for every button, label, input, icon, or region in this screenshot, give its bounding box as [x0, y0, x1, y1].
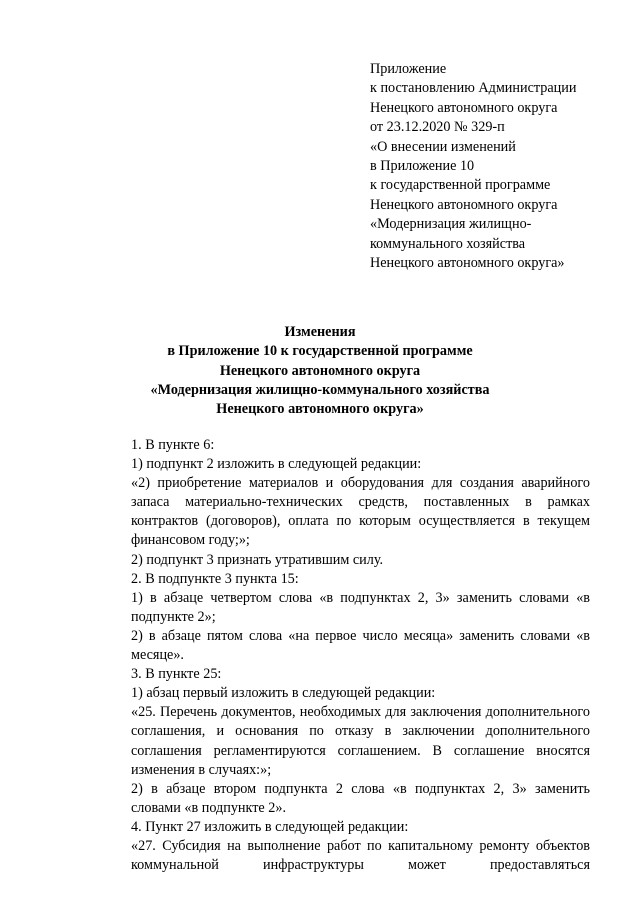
paragraph: «27. Субсидия на выполнение работ по капитальному ремонту объектов коммунальной инфраструктуры может предоставляться — [131, 837, 590, 874]
paragraph: 2) в абзаце пятом слова «на первое число месяца» заменить словами «в месяце». — [131, 627, 590, 664]
annex-line: к постановлению Администрации — [370, 80, 577, 97]
annex-line: «О внесении изменений — [370, 138, 516, 155]
paragraph: «2) приобретение материалов и оборудования для создания аварийного запаса материально-технических средств, поставленных в рамках контрактов (договоров), оплата по которым осуществляется в текущем финансовом году;»; — [131, 475, 590, 549]
annex-line: Ненецкого автономного округа — [370, 196, 558, 213]
annex-line: Ненецкого автономного округа» — [370, 255, 565, 272]
title-line: Изменения — [284, 324, 356, 340]
title-line: в Приложение 10 к государственной программе — [167, 343, 473, 360]
title-line: Ненецкого автономного округа — [219, 362, 421, 379]
paragraph: 1) абзац первый изложить в следующей редакции: — [131, 685, 436, 702]
title-line: «Модернизация жилищно-коммунального хозяйства — [150, 381, 490, 398]
paragraph: 4. Пункт 27 изложить в следующей редакции: — [131, 818, 409, 835]
annex-line: «Модернизация жилищно- — [370, 216, 532, 233]
paragraph: 1) в абзаце четвертом слова «в подпунктах 2, 3» заменить словами «в подпункте 2»; — [131, 589, 590, 625]
paragraph: «25. Перечень документов, необходимых для заключения дополнительного соглашения, и основания по отказу в заключении дополнительного соглашения регламентируются соглашением. В соглашение вносятся изменения в случаях:»; — [131, 704, 590, 778]
document-title — [40, 323, 600, 419]
paragraph: 2) в абзаце втором подпункта 2 слова «в подпунктах 2, 3» заменить словами «в подпункте 2». — [131, 780, 590, 816]
annex-line: от 23.12.2020 № 329-п — [370, 119, 505, 136]
annex-line: Приложение — [370, 61, 447, 77]
title-line: Ненецкого автономного округа» — [216, 401, 424, 418]
annex-header — [370, 60, 630, 273]
paragraph: 1) подпункт 2 изложить в следующей редакции: — [131, 456, 422, 473]
annex-line: к государственной программе — [370, 177, 551, 194]
paragraph: 2. В подпункте 3 пункта 15: — [131, 570, 299, 587]
annex-line: Ненецкого автономного округа — [370, 99, 558, 116]
paragraph: 3. В пункте 25: — [131, 666, 222, 683]
paragraph: 2) подпункт 3 признать утратившим силу. — [131, 551, 384, 568]
document-body — [93, 436, 590, 875]
annex-line: коммунального хозяйства — [370, 235, 526, 252]
annex-line: в Приложение 10 — [370, 158, 475, 175]
paragraph: 1. В пункте 6: — [131, 437, 215, 453]
